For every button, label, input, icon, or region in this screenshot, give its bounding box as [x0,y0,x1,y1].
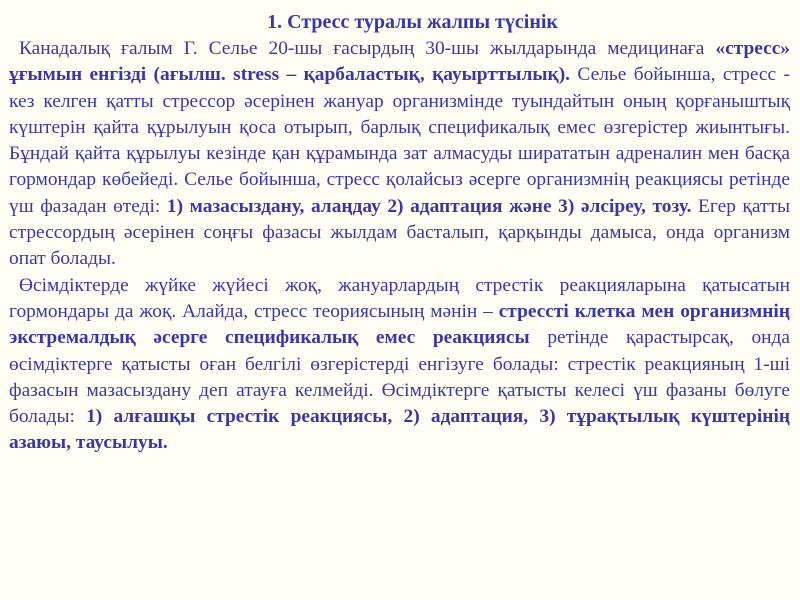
paragraph-selye-definition [9,36,790,273]
p1-text-3: Егер қатты стрессордың әсерінен соңғы фазасы жылдам басталып, қарқынды дамыса, онда организм опат болады. [9,195,790,270]
p2-text-1: Өсімдіктерде жүйке жүйесі жоқ, жануарлардың стрестік реакцияларына қатысатын гормондары да жоқ. Алайда, стресс теориясының мәнін – [9,274,790,322]
paragraph-plant-stress [9,273,790,457]
p1-text-1: Канадалық ғалым Г. Селье 20-шы ғасырдың 30-шы жылдарында медицинаға [19,38,716,59]
slide-title: 1. Стресс туралы жалпы түсінік [267,11,558,33]
p1-text-2: Селье бойынша, стресс - кез келген қатты стрессор әсерінен жануар организмінде туындайтын оның қорғаныштық күштерін қайта құрылуын қоса отырып, барлық спецификалық емес өзгерістер жиынтығы. Бұндай қайта құрылуы кезінде қан құрамында зат алмасуды ширатaтын адреналин мен басқа гормондар көбейеді. Селье бойынша, стресс қолайсыз әсерге организмнің реакциясы ретінде үш фазадан өтеді: [9,64,791,217]
p1-bold-stress-term: «стресс» ұғымын енгізді (ағылш. stress – қарбаластық, қауырттылық). [9,38,790,86]
p2-text-2: ретінде қарастырсақ, онда өсімдіктерге қатысты оған белгілі өзгерістерді енгізуге болады: стрестік реакцияның 1-ші фазасын мазасыздану деп атауға келмейді. Өсімдіктерге қатысты келесі үш фазаны бөлуге болады: [9,327,791,428]
p1-bold-phases: 1) мазасыздану, алаңдау 2) адаптация және 3) әлсіреу, тозу. [166,195,692,217]
p2-bold-plant-phases: 1) алғашқы стрестік реакциясы, 2) адаптация, 3) тұрақтылық күштерінің азаюы, таусылуы. [9,406,791,454]
p2-bold-definition: стрессті клетка мен организмнің экстремалдық әсерге спецификалық емес реакциясы [9,300,790,349]
